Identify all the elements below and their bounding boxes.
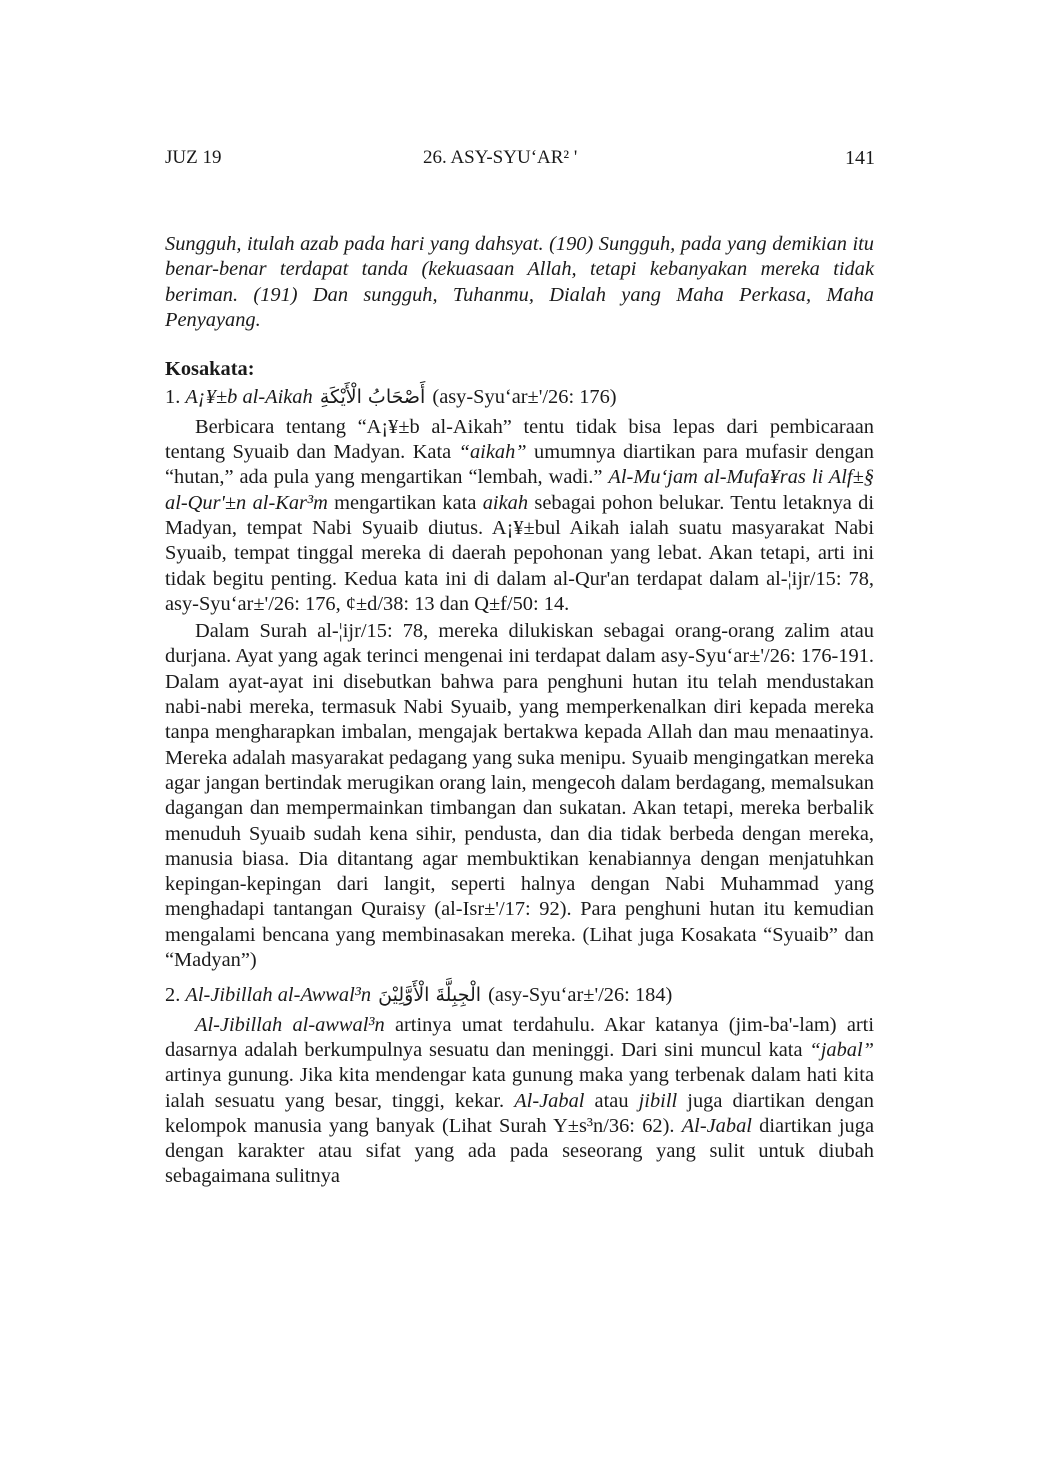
surah-title: 26. ASY-SYU‘AR² ': [423, 147, 578, 168]
juz-label: JUZ 19: [165, 147, 222, 168]
text-run: atau: [584, 1089, 639, 1112]
term-arabic: أَصْحَابُ الْأَيْكَةِ: [319, 386, 426, 409]
italic-run: Al-Mu‘jam al-Mufa¥ras li Alf±§ al-Qur'±n al-Kar³m: [165, 466, 874, 514]
term-1-paragraph-2: Dalam Surah al-¦ijr/15: 78, mereka dilukiskan sebagai orang-orang zalim atau durjana. Ayat yang agak terinci mengenai ini terdapat dalam asy-Syu‘ar±'/26: 176-191. Dalam ayat-ayat ini disebutkan bahwa para penghuni hutan itu telah mendustakan nabi-nabi mereka, termasuk Nabi Syuaib, yang memperkenalkan diri kepada mereka tanpa mengharapkan imbalan, mengajak bertakwa kepada Allah dan mau menaatinya. Mereka adalah masyarakat pedagang yang suka menipu. Syuaib mengingatkan mereka agar jangan bertindak merugikan orang lain, mengecoh dalam berdagang, memalsukan dagangan dan mempermainkan timbangan dan sukatan. Akan tetapi, mereka berbalik menuduh Syuaib sudah kena sihir, pendusta, dan dia tidak berbeda dengan mereka, manusia biasa. Dia ditantang agar membuktikan kenabiannya dengan menjatuhkan kepingan-kepingan dari langit, seperti halnya dengan Nabi Muhammad yang menghadapi tantangan Quraisy (al-Isr±'/17: 92). Para penghuni hutan itu kemudian mengalami bencana yang membinasakan mereka. (Lihat juga Kosakata “Syuaib” dan “Madyan”): [165, 620, 874, 972]
italic-run: “aikah”: [458, 441, 527, 464]
text-run: sebagai pohon belukar. Tentu letaknya di Madyan, tempat Nabi Syuaib diutus. A¡¥±bul Aikah ialah suatu masyarakat Nabi Syuaib, tempat tinggal mereka di daerah pepohonan yang lebat. Akan tetapi, arti ini tidak begitu penting. Kedua kata ini di dalam al-Qur'an terdapat dalam al-¦ijr/15: 78, asy-Syu‘ar±'/26: 176, ¢±d/38: 13 dan Q±f/50: 14.: [165, 491, 875, 615]
term-reference: (asy-Syu‘ar±'/26: 176): [432, 386, 617, 409]
term-number: 2.: [165, 984, 181, 1007]
term-arabic: الْجِبِلَّةَ الْأَوَّلِيْنَ: [378, 984, 482, 1007]
text-run: artinya gunung. Jika kita mendengar kata gunung maka yang terbenak dalam hati kita ialah sesuatu yang besar, tinggi, kekar.: [165, 1064, 874, 1112]
term-heading-1: [165, 385, 874, 410]
text-run: umumnya diartikan para mufasir dengan “hutan,” ada pula yang mengartikan “lembah, wadi.”: [165, 441, 874, 489]
term-1-paragraph-1: [165, 415, 874, 617]
italic-run: Al-Jabal: [681, 1114, 752, 1137]
page-number: 141: [845, 147, 875, 169]
kosakata-heading: Kosakata:: [165, 358, 255, 381]
italic-run: aikah: [482, 491, 529, 514]
page-header: [165, 147, 875, 173]
term-number: 1.: [165, 386, 181, 409]
term-2-paragraph-1: [165, 1013, 874, 1190]
italic-run: “jabal”: [809, 1038, 874, 1061]
term-heading-2: [165, 983, 874, 1008]
text-run: juga diartikan dengan kelompok manusia yang banyak (Lihat Surah Y±s³n/36: 62).: [165, 1089, 874, 1137]
term-title: Al-Jibillah al-Awwal³n: [185, 984, 372, 1007]
italic-run: Al-Jabal: [514, 1089, 585, 1112]
text-run: Berbicara tentang “A¡¥±b al-Aikah” tentu tidak bisa lepas dari pembicaraan tentang Syuaib dan Madyan. Kata: [165, 415, 874, 464]
italic-run: Al-Jibillah al-awwal³n: [195, 1013, 385, 1036]
term-reference: (asy-Syu‘ar±'/26: 184): [488, 984, 673, 1007]
translation-text: Sungguh, itulah azab pada hari yang dahsyat. (190) Sungguh, pada yang demikian itu benar-benar terdapat tanda (kekuasaan Allah, tetapi kebanyakan mereka tidak beriman. (191) Dan sungguh, Tuhanmu, Dialah yang Maha Perkasa, Maha Penyayang.: [165, 233, 874, 331]
text-run: mengartikan kata: [327, 491, 483, 514]
italic-run: jibill: [638, 1089, 678, 1112]
text-run: artinya umat terdahulu. Akar katanya (jim-ba'-lam) arti dasarnya adalah berkumpulnya sesuatu dan meninggi. Dari sini muncul kata: [165, 1013, 874, 1061]
term-title: A¡¥±b al-Aikah: [185, 386, 313, 409]
text-run: diartikan juga dengan karakter atau sifat yang ada pada seseorang yang sulit untuk diubah sebagaimana sulitnya: [165, 1114, 874, 1188]
page-content: [165, 232, 874, 1192]
